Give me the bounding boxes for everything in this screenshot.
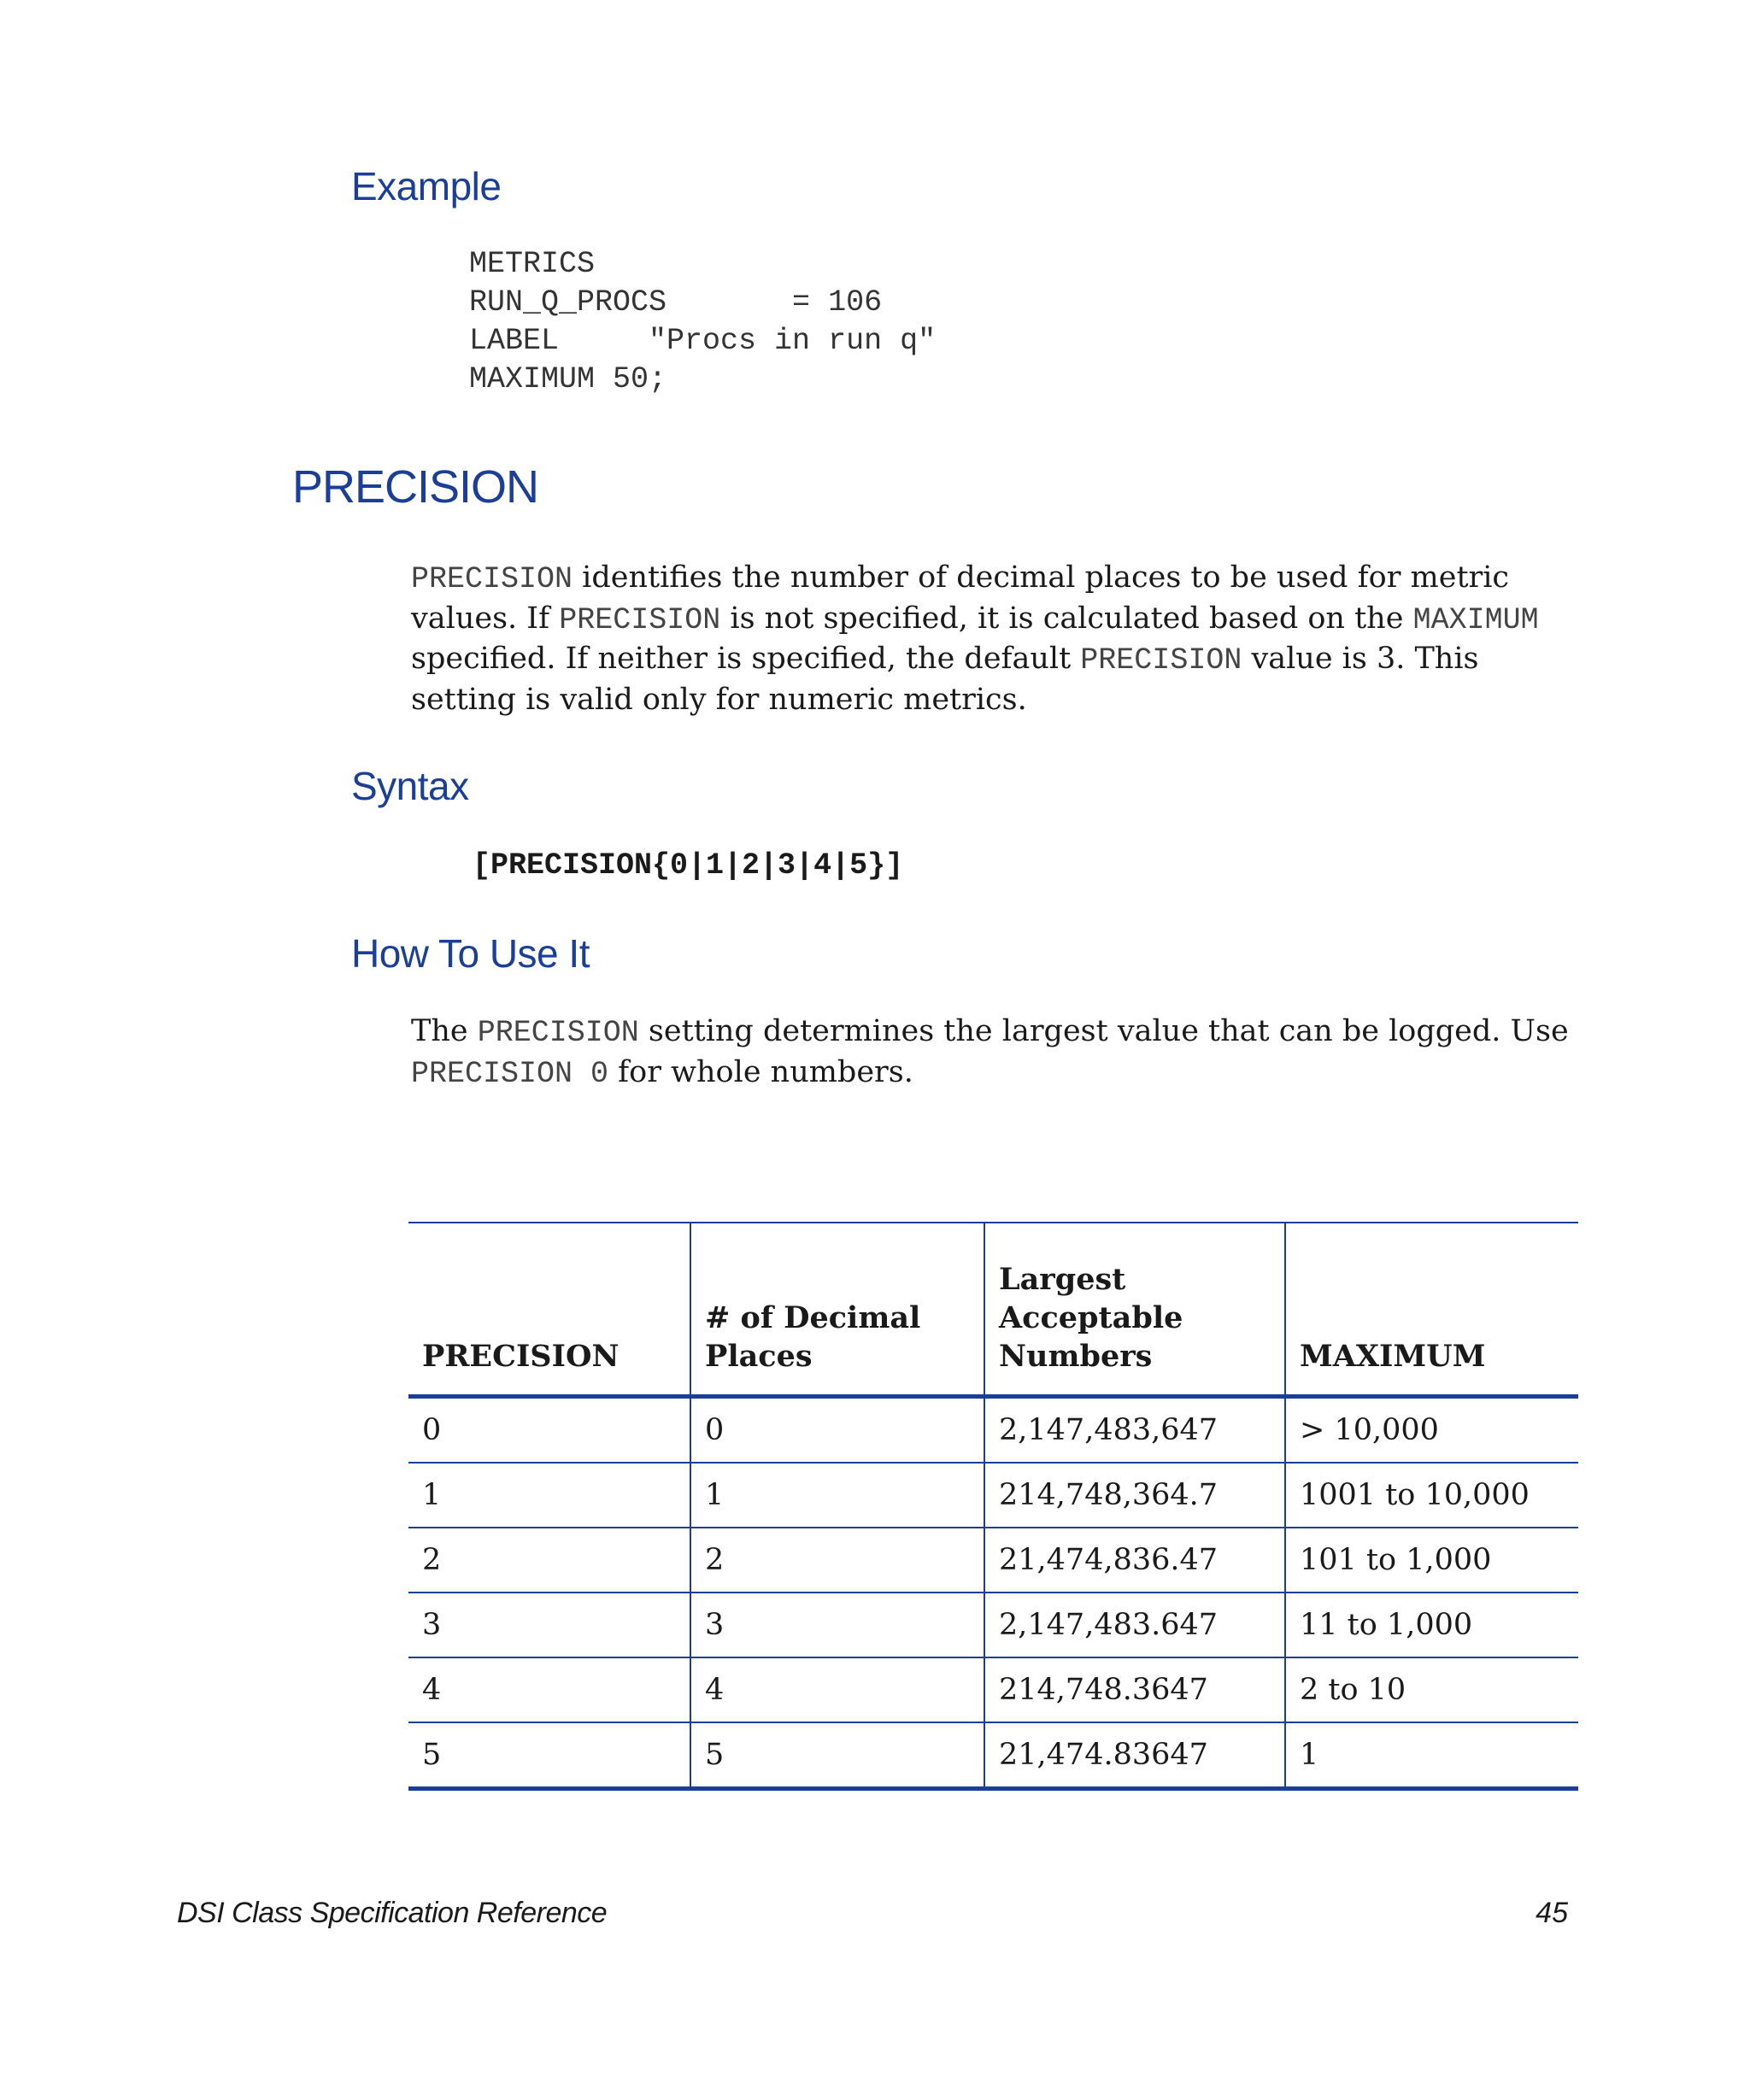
column-header-maximum: MAXIMUM	[1285, 1223, 1578, 1397]
table-cell: 2,147,483.647	[984, 1593, 1285, 1657]
table-cell: > 10,000	[1285, 1397, 1578, 1464]
how-to-use-heading: How To Use It	[351, 931, 590, 976]
column-header-largest-acceptable-numbers: Largest Acceptable Numbers	[984, 1223, 1285, 1397]
table-cell: 1	[690, 1463, 984, 1528]
example-code-block	[469, 245, 936, 399]
table-cell: 1001 to 10,000	[1285, 1463, 1578, 1528]
paragraph-text: for whole numbers.	[608, 1054, 913, 1089]
code-line: RUN_Q_PROCS = 106	[469, 285, 883, 320]
table-cell: 3	[408, 1593, 690, 1657]
table-cell: 214,748.3647	[984, 1657, 1285, 1722]
table-cell: 214,748,364.7	[984, 1463, 1285, 1528]
table-cell: 4	[408, 1657, 690, 1722]
syntax-heading: Syntax	[351, 764, 469, 808]
inline-code-maximum: MAXIMUM	[1412, 602, 1539, 637]
example-heading: Example	[351, 164, 502, 208]
column-header-precision: PRECISION	[408, 1223, 690, 1397]
syntax-code: [PRECISION{0|1|2|3|4|5}]	[473, 848, 904, 883]
column-header-decimal-places: # of Decimal Places	[690, 1223, 984, 1397]
table-cell: 3	[690, 1593, 984, 1657]
inline-code-precision: PRECISION	[1080, 643, 1242, 678]
table-row	[408, 1397, 1578, 1464]
table-row	[408, 1657, 1578, 1722]
table-row	[408, 1528, 1578, 1593]
table-row	[408, 1593, 1578, 1657]
precision-section-heading: PRECISION	[292, 461, 539, 513]
table-cell: 21,474,836.47	[984, 1528, 1285, 1593]
table-cell: 5	[690, 1722, 984, 1789]
table-cell: 2	[690, 1528, 984, 1593]
inline-code-precision: PRECISION	[411, 562, 573, 596]
table-cell: 11 to 1,000	[1285, 1593, 1578, 1657]
table-cell: 101 to 1,000	[1285, 1528, 1578, 1593]
table-cell: 1	[408, 1463, 690, 1528]
description-text: is not specified, it is calculated based on the	[720, 601, 1413, 636]
table-cell: 2,147,483,647	[984, 1397, 1285, 1464]
code-line: LABEL "Procs in run q"	[469, 324, 937, 358]
description-text: value is 3. This setting is valid only for numeric metrics.	[411, 642, 1479, 717]
footer-document-title: DSI Class Specification Reference	[177, 1897, 608, 1929]
paragraph-text: setting determines the largest value that can be logged. Use	[638, 1014, 1569, 1048]
table-cell: 5	[408, 1722, 690, 1789]
table-cell: 0	[690, 1397, 984, 1464]
inline-code-precision-0: PRECISION 0	[411, 1056, 609, 1091]
how-to-use-paragraph	[411, 1012, 1590, 1094]
table-cell: 1	[1285, 1722, 1578, 1789]
code-line: METRICS	[469, 247, 596, 281]
table-cell: 2 to 10	[1285, 1657, 1578, 1722]
table-cell: 0	[408, 1397, 690, 1464]
table-header-row	[408, 1223, 1578, 1397]
description-text: specified. If neither is specified, the default	[411, 642, 1081, 676]
table-row	[408, 1722, 1578, 1789]
code-line: MAXIMUM 50;	[469, 362, 667, 396]
table-cell: 21,474.83647	[984, 1722, 1285, 1789]
table-cell: 4	[690, 1657, 984, 1722]
footer-page-number: 45	[1536, 1897, 1568, 1929]
inline-code-precision: PRECISION	[559, 602, 721, 637]
paragraph-text: The	[411, 1014, 478, 1048]
precision-description	[411, 559, 1590, 719]
table-row	[408, 1463, 1578, 1528]
precision-table	[408, 1222, 1578, 1791]
table-cell: 2	[408, 1528, 690, 1593]
inline-code-precision: PRECISION	[477, 1016, 639, 1050]
description-text: identifies the number of decimal places to be used for metric values. If	[411, 560, 1510, 636]
